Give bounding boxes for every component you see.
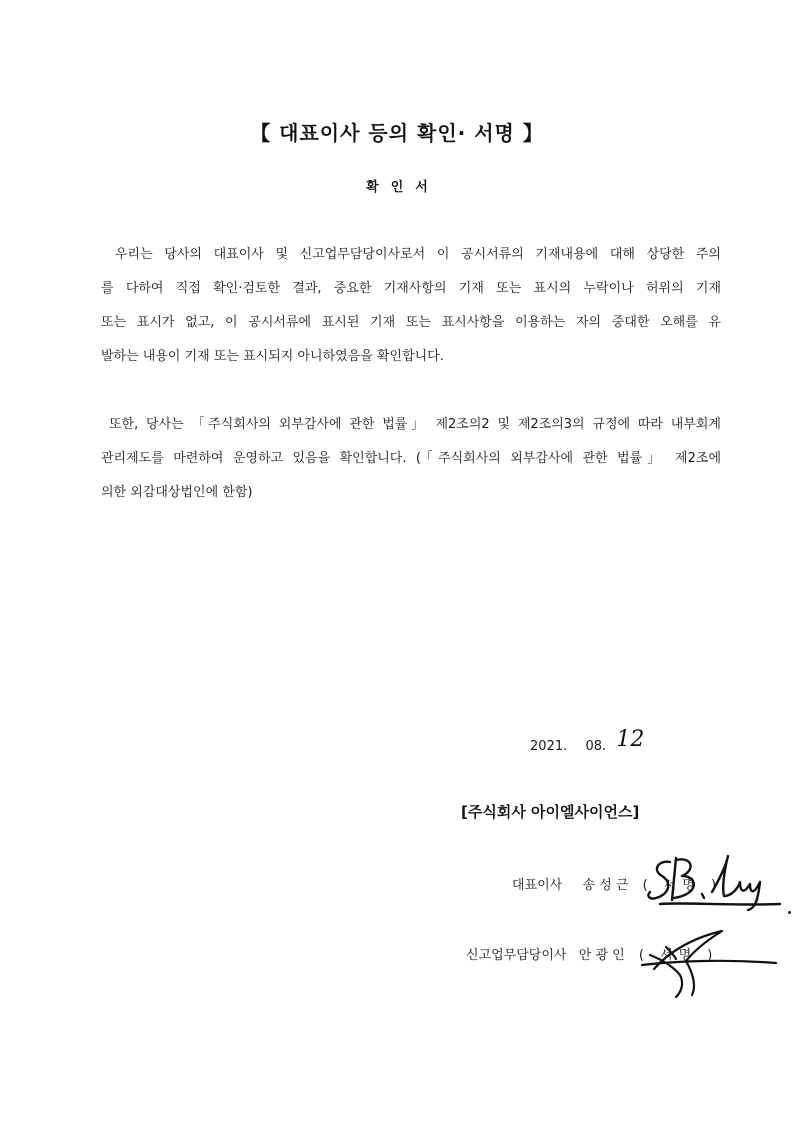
speck [788,911,791,914]
confirmation-paragraph [101,238,721,374]
paragraph-line: 발하는 내용이 기재 또는 표시되지 아니하였음을 확인합니다. [101,349,444,364]
document-title: 【 대표이사 등의 확인· 서명 】 [250,121,544,145]
signing-date [530,727,645,756]
paragraph-line: 우리는 당사의 대표이사 및 신고업무담당이사로서 이 공시서류의 기재내용에 대해 상당한 주의 [115,247,721,262]
signer-ceo [512,874,722,893]
paragraph-line: 를 다하여 직접 확인·검토한 결과, 중요한 기재사항의 기재 또는 표시의 누락이나 허위의 기재 [101,281,721,296]
document-subtitle: 확인서 [366,180,440,195]
company-name: [주식회사 아이엘사이언스] [461,803,640,821]
paragraph-line: 또한, 당사는 「주식회사의 외부감사에 관한 법률」 제2조의2 및 제2조의3의 규정에 따라 내부회계 [109,417,721,432]
date-month: 08. [585,739,607,754]
date-year: 2021. [530,739,568,754]
signer-disclosure-officer [466,944,718,963]
signer-name: 송 성 근 [582,878,629,893]
signer-seal-label: ( 서명 ) [642,878,723,893]
paragraph-line: 관리제도를 마련하여 운영하고 있음을 확인합니다. (「주식회사의 외부감사에 관한 법률」 제2조에 [101,451,721,466]
paragraph-line: 의한 외감대상법인에 한함) [101,485,253,500]
date-day-handwritten: 12 [616,727,645,752]
paragraph-line: 또는 표시가 없고, 이 공시서류에 표시된 기재 또는 표시사항을 이용하는 자의 중대한 오해를 유 [101,315,721,330]
signer-name: 안 광 인 [578,948,625,963]
signer-role: 신고업무담당이사 [466,948,567,963]
signer-seal-label: ( 서명 ) [638,948,719,963]
signer-role: 대표이사 [512,878,563,893]
internal-control-paragraph [101,408,721,510]
